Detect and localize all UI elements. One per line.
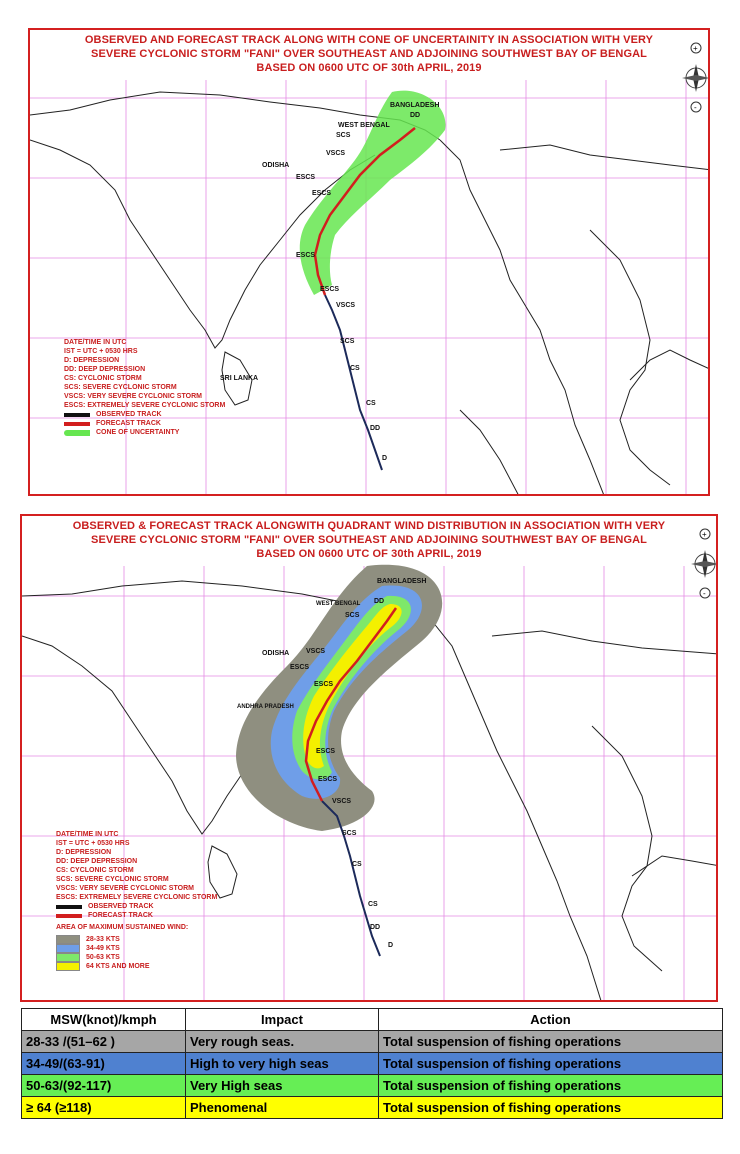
panel1-title xyxy=(30,33,708,75)
cell-impact: Phenomenal xyxy=(186,1097,379,1119)
legend-line: D: DEPRESSION xyxy=(64,357,120,364)
panel1-title-line2: SEVERE CYCLONIC STORM "FANI" OVER SOUTHEAST AND ADJOINING SOUTHWEST BAY OF BENGAL xyxy=(91,48,647,60)
legend-line: DATE/TIME IN UTC xyxy=(64,339,127,346)
legend-line: D: DEPRESSION xyxy=(56,849,112,856)
stage-label: VSCS xyxy=(326,150,346,157)
svg-text:-: - xyxy=(694,103,697,112)
header-action: Action xyxy=(379,1009,723,1031)
legend-forecast-track: FORECAST TRACK xyxy=(56,911,217,920)
cell-action: Total suspension of fishing operations xyxy=(379,1031,723,1053)
cell-msw: 28-33 /(51–62 ) xyxy=(22,1031,186,1053)
stage-label: SCS xyxy=(345,612,360,619)
label-west-bengal: WEST BENGAL xyxy=(316,601,361,607)
cell-action: Total suspension of fishing operations xyxy=(379,1053,723,1075)
legend-line: VSCS: VERY SEVERE CYCLONIC STORM xyxy=(64,393,202,400)
label-odisha: ODISHA xyxy=(262,650,290,657)
svg-text:-: - xyxy=(703,589,706,598)
header-impact: Impact xyxy=(186,1009,379,1031)
stage-label: D xyxy=(388,942,394,949)
legend-line: CS: CYCLONIC STORM xyxy=(64,375,142,382)
legend-wind-50-63: 50-63 KTS xyxy=(56,953,217,962)
table-row xyxy=(22,1053,723,1075)
label-odisha: ODISHA xyxy=(262,162,290,169)
legend-observed-track: OBSERVED TRACK xyxy=(56,902,217,911)
zoom-out-icon[interactable] xyxy=(700,588,710,598)
stage-label: SCS xyxy=(336,132,351,139)
legend-observed-track: OBSERVED TRACK xyxy=(64,410,225,419)
cell-msw: 34-49/(63-91) xyxy=(22,1053,186,1075)
panel1-legend xyxy=(64,338,225,437)
cell-action: Total suspension of fishing operations xyxy=(379,1097,723,1119)
legend-forecast-track: FORECAST TRACK xyxy=(64,419,225,428)
wind-impact-table xyxy=(21,1008,723,1119)
stage-label: DD xyxy=(370,924,381,931)
legend-cone: CONE OF UNCERTAINTY xyxy=(64,428,225,437)
legend-wind-34-49: 34-49 KTS xyxy=(56,944,217,953)
panel2-title xyxy=(22,519,716,561)
stage-label: VSCS xyxy=(332,798,352,805)
quadrant-wind-map xyxy=(20,514,718,1002)
cone-of-uncertainty-map xyxy=(28,28,710,496)
table-row xyxy=(22,1031,723,1053)
stage-label: ESCS xyxy=(318,776,338,783)
stage-label: VSCS xyxy=(336,302,356,309)
cell-impact: Very High seas xyxy=(186,1075,379,1097)
panel2-title-line1: OBSERVED & FORECAST TRACK ALONGWITH QUADRANT WIND DISTRIBUTION IN ASSOCIATION WITH VERY xyxy=(72,520,666,532)
table-row xyxy=(22,1097,723,1119)
legend-line: IST = UTC + 0530 HRS xyxy=(56,840,130,847)
cell-impact: High to very high seas xyxy=(186,1053,379,1075)
stage-label: ESCS xyxy=(290,664,310,671)
cell-msw: ≥ 64 (≥118) xyxy=(22,1097,186,1119)
stage-label: CS xyxy=(368,901,378,908)
label-sri-lanka: SRI LANKA xyxy=(220,375,259,382)
stage-label: CS xyxy=(352,861,362,868)
legend-line: DATE/TIME IN UTC xyxy=(56,831,119,838)
label-bangladesh: BANGLADESH xyxy=(377,578,427,585)
panel2-title-line2: SEVERE CYCLONIC STORM "FANI" OVER SOUTHEAST AND ADJOINING SOUTHWEST BAY OF BENGAL xyxy=(91,534,647,546)
stage-label: VSCS xyxy=(306,648,326,655)
stage-label: D xyxy=(382,455,388,462)
cell-action: Total suspension of fishing operations xyxy=(379,1075,723,1097)
table-header-row xyxy=(22,1009,723,1031)
stage-label: ESCS xyxy=(296,174,316,181)
stage-label: ESCS xyxy=(316,748,336,755)
stage-label: DD xyxy=(370,425,381,432)
cell-msw: 50-63/(92-117) xyxy=(22,1075,186,1097)
svg-text:+: + xyxy=(693,44,698,53)
label-bangladesh: BANGLADESH xyxy=(390,102,440,109)
legend-line: SCS: SEVERE CYCLONIC STORM xyxy=(56,876,169,883)
stage-label: ESCS xyxy=(312,190,332,197)
svg-text:+: + xyxy=(702,530,707,539)
stage-label: CS xyxy=(366,400,376,407)
panel1-title-line1: OBSERVED AND FORECAST TRACK ALONG WITH CONE OF UNCERTAINITY IN ASSOCIATION WITH VERY xyxy=(84,34,654,46)
stage-label: CS xyxy=(350,365,360,372)
legend-line: ESCS: EXTREMELY SEVERE CYCLONIC STORM xyxy=(64,402,226,409)
stage-label: SCS xyxy=(342,830,357,837)
legend-line: SCS: SEVERE CYCLONIC STORM xyxy=(64,384,177,391)
panel1-title-line3: BASED ON 0600 UTC OF 30th APRIL, 2019 xyxy=(256,62,482,74)
panel2-title-line3: BASED ON 0600 UTC OF 30th APRIL, 2019 xyxy=(256,548,482,560)
legend-line: VSCS: VERY SEVERE CYCLONIC STORM xyxy=(56,885,194,892)
legend-wind-64-plus: 64 KTS AND MORE xyxy=(56,962,217,971)
stage-label: DD xyxy=(410,112,421,119)
legend-line: DD: DEEP DEPRESSION xyxy=(56,858,138,865)
stage-label: ESCS xyxy=(320,286,340,293)
legend-wind-28-33: 28-33 KTS xyxy=(56,935,217,944)
stage-label: DD xyxy=(374,598,385,605)
header-msw: MSW(knot)/kmph xyxy=(22,1009,186,1031)
legend-line: IST = UTC + 0530 HRS xyxy=(64,348,138,355)
stage-label: ESCS xyxy=(296,252,316,259)
legend-line: ESCS: EXTREMELY SEVERE CYCLONIC STORM xyxy=(56,894,218,901)
label-west-bengal: WEST BENGAL xyxy=(338,122,390,129)
legend-wind-title: AREA OF MAXIMUM SUSTAINED WIND: xyxy=(56,924,189,931)
stage-label: ESCS xyxy=(314,681,334,688)
label-andhra-pradesh: ANDHRA PRADESH xyxy=(237,704,294,710)
zoom-out-icon[interactable] xyxy=(691,102,701,112)
cell-impact: Very rough seas. xyxy=(186,1031,379,1053)
legend-line: CS: CYCLONIC STORM xyxy=(56,867,134,874)
legend-line: DD: DEEP DEPRESSION xyxy=(64,366,146,373)
panel2-legend xyxy=(56,830,217,971)
observed-track xyxy=(325,295,382,470)
table-row xyxy=(22,1075,723,1097)
stage-label: SCS xyxy=(340,338,355,345)
